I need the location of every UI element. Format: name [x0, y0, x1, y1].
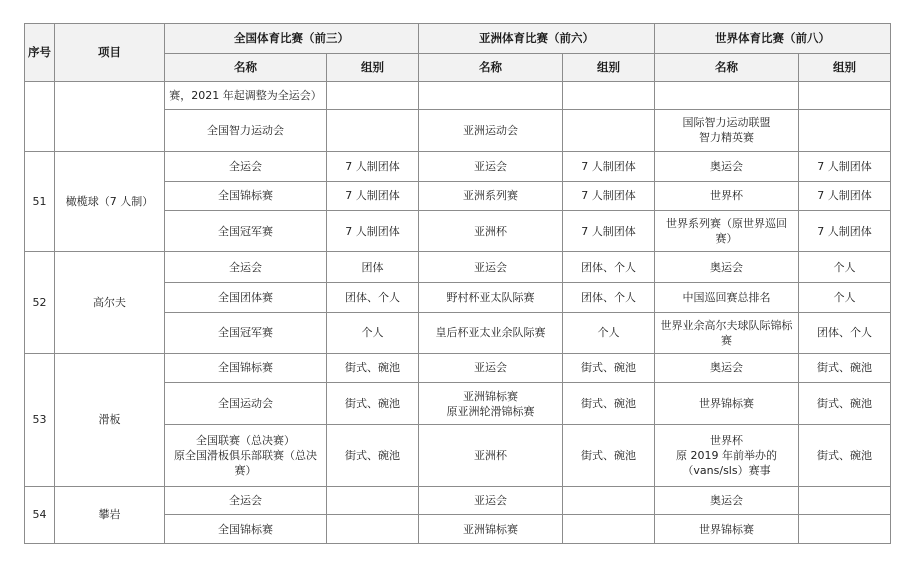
cell-line: 原全国滑板俱乐部联赛（总决赛）	[174, 448, 317, 477]
cell-national-group: 街式、碗池	[327, 383, 419, 425]
cell-national-name: 全国锦标赛	[165, 181, 327, 211]
table-row	[25, 82, 891, 110]
cell-national-group: 街式、碗池	[327, 353, 419, 383]
header-seq: 序号	[25, 24, 55, 82]
cell-world-name: 奥运会	[655, 353, 799, 383]
cell-asian-name: 亚运会	[419, 486, 563, 515]
cell-asian-name: 亚洲系列赛	[419, 181, 563, 211]
cell-world-name: 奥运会	[655, 252, 799, 283]
competition-table	[24, 23, 891, 544]
cell-world-name: 中国巡回赛总排名	[655, 282, 799, 312]
header-world: 世界体育比赛（前八）	[655, 24, 891, 54]
header-world-group: 组别	[799, 53, 891, 82]
cell-asian-name: 野村杯亚太队际赛	[419, 282, 563, 312]
cell-asian-name	[419, 82, 563, 110]
item-cell: 高尔夫	[55, 252, 165, 353]
cell-national-group: 团体、个人	[327, 282, 419, 312]
cell-line: 原亚洲轮滑锦标赛	[446, 404, 535, 418]
cell-asian-group: 街式、碗池	[563, 383, 655, 425]
cell-line: 智力精英赛	[699, 131, 754, 145]
cell-world-name: 世界锦标赛	[655, 515, 799, 544]
cell-national-group: 团体	[327, 252, 419, 283]
cell-national-name: 全国团体赛	[165, 282, 327, 312]
cell-asian-group: 街式、碗池	[563, 353, 655, 383]
cell-national-name: 全国锦标赛	[165, 515, 327, 544]
cell-world-group: 7 人制团体	[799, 181, 891, 211]
table-row	[25, 353, 891, 383]
cell-world-name: 世界业余高尔夫球队际锦标赛	[655, 312, 799, 353]
item-cell: 滑板	[55, 353, 165, 486]
cell-national-group: 7 人制团体	[327, 181, 419, 211]
cell-world-group	[799, 82, 891, 110]
cell-line: （vans/sls）赛事	[682, 463, 771, 477]
cell-national-group: 街式、碗池	[327, 425, 419, 486]
cell-asian-name: 亚运会	[419, 252, 563, 283]
cell-asian-group	[563, 486, 655, 515]
seq-cell: 54	[25, 486, 55, 543]
cell-national-group	[327, 82, 419, 110]
cell-asian-name: 亚洲锦标赛	[419, 515, 563, 544]
cell-world-group	[799, 109, 891, 151]
cell-world-name	[655, 109, 799, 151]
header-asian: 亚洲体育比赛（前六）	[419, 24, 655, 54]
cell-national-group: 个人	[327, 312, 419, 353]
cell-asian-group	[563, 109, 655, 151]
cell-asian-name: 亚洲运动会	[419, 109, 563, 151]
cell-national-group: 7 人制团体	[327, 211, 419, 252]
cell-national-group	[327, 109, 419, 151]
cell-national-name: 全国运动会	[165, 383, 327, 425]
cell-world-name	[655, 82, 799, 110]
cell-world-group: 团体、个人	[799, 312, 891, 353]
cell-asian-name: 亚洲杯	[419, 211, 563, 252]
seq-cell: 51	[25, 151, 55, 251]
cell-world-group: 街式、碗池	[799, 353, 891, 383]
cell-line: 国际智力运动联盟	[682, 116, 771, 130]
cell-asian-name: 亚洲杯	[419, 425, 563, 486]
cell-national-name: 全国智力运动会	[165, 109, 327, 151]
cell-line: 原 2019 年前举办的	[676, 448, 777, 462]
header-row-1	[25, 24, 891, 54]
cell-asian-group	[563, 82, 655, 110]
cell-national-group	[327, 486, 419, 515]
table-row	[25, 486, 891, 515]
seq-cell: 53	[25, 353, 55, 486]
seq-cell: 52	[25, 252, 55, 353]
header-asian-name: 名称	[419, 53, 563, 82]
cell-national-name	[165, 425, 327, 486]
cell-asian-name	[419, 383, 563, 425]
cell-asian-name: 亚运会	[419, 151, 563, 181]
table-row	[25, 252, 891, 283]
cell-national-name: 全国锦标赛	[165, 353, 327, 383]
cell-line: 亚洲锦标赛	[463, 389, 518, 403]
cell-world-group: 7 人制团体	[799, 151, 891, 181]
cell-world-group	[799, 515, 891, 544]
cell-world-name	[655, 425, 799, 486]
cell-national-name: 全运会	[165, 252, 327, 283]
cell-national-name: 赛，2021 年起调整为全运会）	[165, 82, 327, 110]
table-row	[25, 151, 891, 181]
cell-world-group	[799, 486, 891, 515]
cell-national-name: 全运会	[165, 486, 327, 515]
cell-national-name: 全国冠军赛	[165, 211, 327, 252]
cell-national-group	[327, 515, 419, 544]
item-cell	[55, 82, 165, 152]
item-cell: 橄榄球（7 人制）	[55, 151, 165, 251]
cell-world-group: 7 人制团体	[799, 211, 891, 252]
cell-world-group: 个人	[799, 282, 891, 312]
cell-world-name: 世界杯	[655, 181, 799, 211]
cell-asian-group: 7 人制团体	[563, 181, 655, 211]
cell-asian-group: 团体、个人	[563, 282, 655, 312]
header-national-group: 组别	[327, 53, 419, 82]
seq-cell	[25, 82, 55, 152]
header-world-name: 名称	[655, 53, 799, 82]
cell-world-group: 个人	[799, 252, 891, 283]
header-national: 全国体育比赛（前三）	[165, 24, 419, 54]
cell-asian-group: 7 人制团体	[563, 211, 655, 252]
header-national-name: 名称	[165, 53, 327, 82]
cell-world-name: 奥运会	[655, 486, 799, 515]
cell-line: 世界杯	[710, 433, 743, 447]
cell-world-name: 世界系列赛（原世界巡回赛）	[655, 211, 799, 252]
cell-world-group: 街式、碗池	[799, 383, 891, 425]
cell-national-name: 全国冠军赛	[165, 312, 327, 353]
cell-national-name: 全运会	[165, 151, 327, 181]
cell-asian-group: 7 人制团体	[563, 151, 655, 181]
cell-asian-group	[563, 515, 655, 544]
cell-line: 全国联赛（总决赛）	[196, 433, 295, 447]
header-asian-group: 组别	[563, 53, 655, 82]
cell-asian-name: 亚运会	[419, 353, 563, 383]
cell-world-name: 世界锦标赛	[655, 383, 799, 425]
cell-world-group: 街式、碗池	[799, 425, 891, 486]
cell-asian-group: 团体、个人	[563, 252, 655, 283]
cell-asian-group: 个人	[563, 312, 655, 353]
cell-world-name: 奥运会	[655, 151, 799, 181]
cell-national-group: 7 人制团体	[327, 151, 419, 181]
item-cell: 攀岩	[55, 486, 165, 543]
cell-asian-group: 街式、碗池	[563, 425, 655, 486]
header-item: 项目	[55, 24, 165, 82]
cell-asian-name: 皇后杯亚太业余队际赛	[419, 312, 563, 353]
